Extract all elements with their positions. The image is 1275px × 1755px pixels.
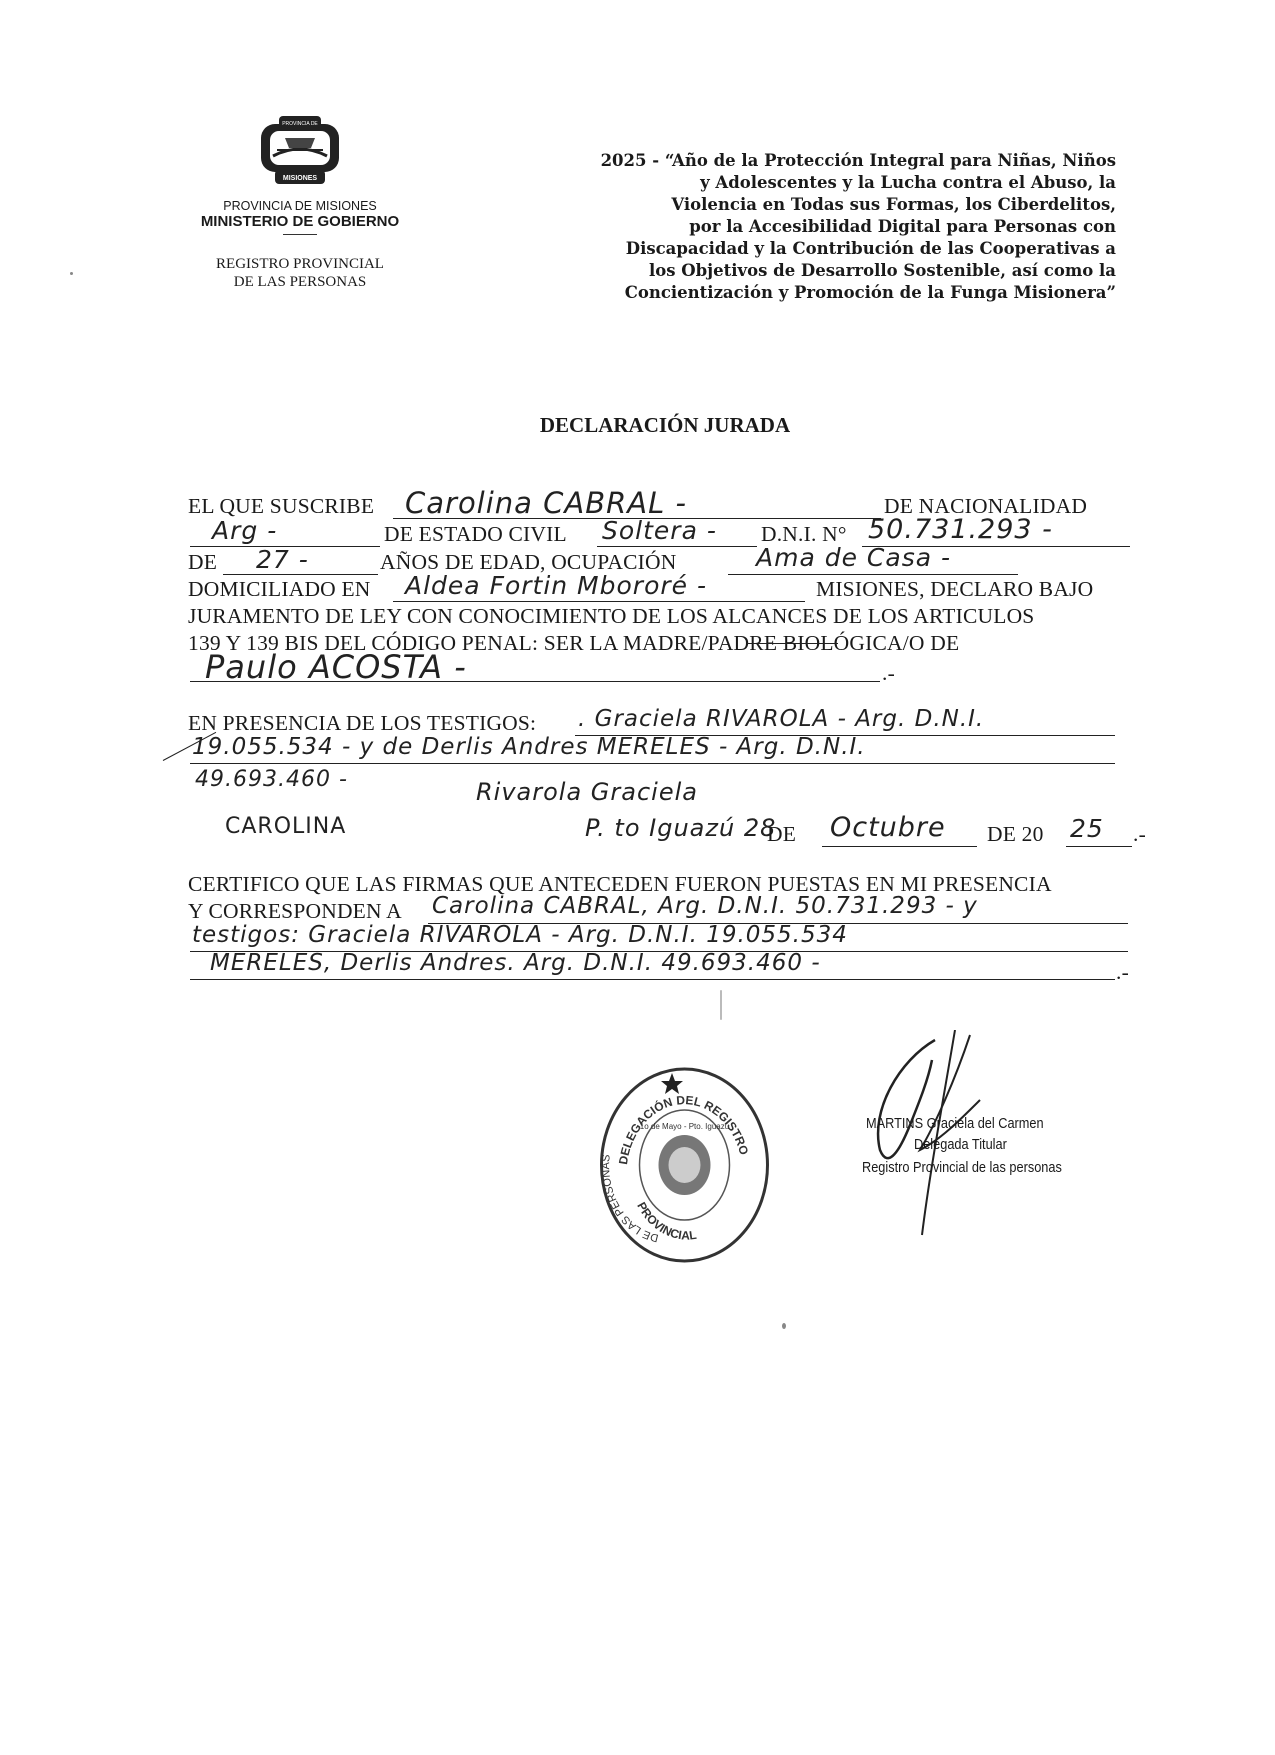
handwritten-nationality: Arg - [212,516,278,545]
official-stamp [597,1065,772,1265]
handwritten-dni: 50.731.293 - [868,514,1053,545]
handwritten-month: Octubre [830,812,946,843]
label-testigos: EN PRESENCIA DE LOS TESTIGOS: [188,711,537,735]
handwritten-witness-2: 19.055.534 - y de Derlis Andres MERELES - Arg. D.N.I. [192,734,866,760]
handwritten-child-name: Paulo ACOSTA - [205,648,467,686]
month-underline [822,846,977,847]
motto-line: 2025 - “Año de la Protección Integral para Niñas, Niños [600,151,1116,170]
province-name: PROVINCIA DE MISIONES [223,199,377,213]
stamp-left-text: DE LAS PERSONAS [600,1154,660,1244]
handwritten-address: Aldea Fortin Mbororé - [405,571,707,600]
address-underline [393,601,805,602]
registry-line1: REGISTRO PROVINCIAL [216,256,384,272]
label-dni: D.N.I. N° [761,522,847,546]
label-misiones: MISIONES, DECLARO BAJO [816,577,1094,601]
delegate-signature [840,1030,1000,1240]
signature-carolina: CAROLINA [225,814,347,839]
label-date-year: DE 20 [987,822,1044,846]
motto-line: Discapacidad y la Contribución de las Cooperativas a [625,239,1116,258]
label-estado-civil: DE ESTADO CIVIL [384,522,567,546]
label-date-de: DE [767,822,797,846]
date-end-mark: .- [1133,822,1146,846]
motto-line: los Objetivos de Desarrollo Sostenible, así como la [648,261,1116,280]
year-motto [480,150,1116,304]
delegate-role: Delegada Titular [914,1136,1007,1153]
scan-speck [70,272,73,275]
svg-text:PROVINCIA DE: PROVINCIA DE [282,121,318,127]
line-end-mark: .- [882,661,895,685]
svg-text:MISIONES: MISIONES [282,175,318,182]
document-title: DECLARACIÓN JURADA [539,413,791,437]
label-domicilio: DOMICILIADO EN [188,577,371,601]
province-logo [255,112,345,192]
handwritten-occupation: Ama de Casa - [756,543,952,572]
delegate-name: MARTINS Graciela del Carmen [866,1115,1044,1132]
text-juramento: JURAMENTO DE LEY CON CONOCIMIENTO DE LOS ALCANCES DE LOS ARTICULOS [188,604,1035,628]
label-nacionalidad: DE NACIONALIDAD [884,494,1088,518]
handwritten-cert-1: Carolina CABRAL, Arg. D.N.I. 50.731.293 - y [432,893,978,919]
age-underline [223,574,378,575]
delegate-office: Registro Provincial de las personas [862,1159,1062,1176]
label-de: DE [188,550,218,574]
strikethrough-padre [747,643,838,644]
registry-line2: DE LAS PERSONAS [233,274,367,290]
text-certifico: CERTIFICO QUE LAS FIRMAS QUE ANTECEDEN FUERON PUESTAS EN MI PRESENCIA [188,872,1052,896]
scan-speck [720,990,722,1020]
label-suscribe: EL QUE SUSCRIBE [188,494,375,518]
stamp-center-text: 1o de Mayo - Pto. Iguazú [639,1122,730,1131]
motto-line: por la Accesibilidad Digital para Personas con [689,217,1116,236]
ministry-name: MINISTERIO DE GOBIERNO [200,213,400,230]
signature-rivarola: Rivarola Graciela [476,778,698,806]
handwritten-cert-2: testigos: Graciela RIVAROLA - Arg. D.N.I. 19.055.534 [192,922,848,948]
stamp-top-text: DELEGACIÓN DEL REGISTRO [616,1093,752,1166]
label-corresponden: Y CORRESPONDEN A [188,899,402,923]
stamp-bottom-text: PROVINCIAL [634,1199,698,1243]
occupation-underline [728,574,1018,575]
text-codigo-penal: 139 Y 139 BIS DEL CÓDIGO PENAL: SER LA MADRE/PADRE BIOLÓGICA/O DE [188,631,960,655]
motto-line: y Adolescentes y la Lucha contra el Abuso, la [700,173,1116,192]
handwritten-civil-status: Soltera - [602,516,717,545]
handwritten-cert-3: MERELES, Derlis Andres. Arg. D.N.I. 49.693.460 - [210,950,821,976]
motto-line: Concientización y Promoción de la Funga Misionera” [624,283,1116,302]
witness-underline-2 [190,763,1115,764]
header-divider [283,234,317,235]
civil-underline [597,546,757,547]
year-underline [1066,846,1132,847]
handwritten-witness-3: 49.693.460 - [195,767,348,792]
scan-speck [782,1323,786,1329]
handwritten-name: Carolina CABRAL - [405,486,687,520]
label-edad-ocupacion: AÑOS DE EDAD, OCUPACIÓN [380,550,677,574]
handwritten-age: 27 - [256,545,309,574]
handwritten-year: 25 [1070,814,1104,843]
svg-text:DE LAS PERSONAS [600,1154,660,1244]
handwritten-witness-1: . Graciela RIVAROLA - Arg. D.N.I. [578,706,985,732]
motto-line: Violencia en Todas sus Formas, los Ciberdelitos, [671,195,1116,214]
cert-end-mark: .- [1116,960,1129,984]
handwritten-place-day: P. to Iguazú 28 [585,814,777,842]
cert-underline-3 [190,979,1115,980]
